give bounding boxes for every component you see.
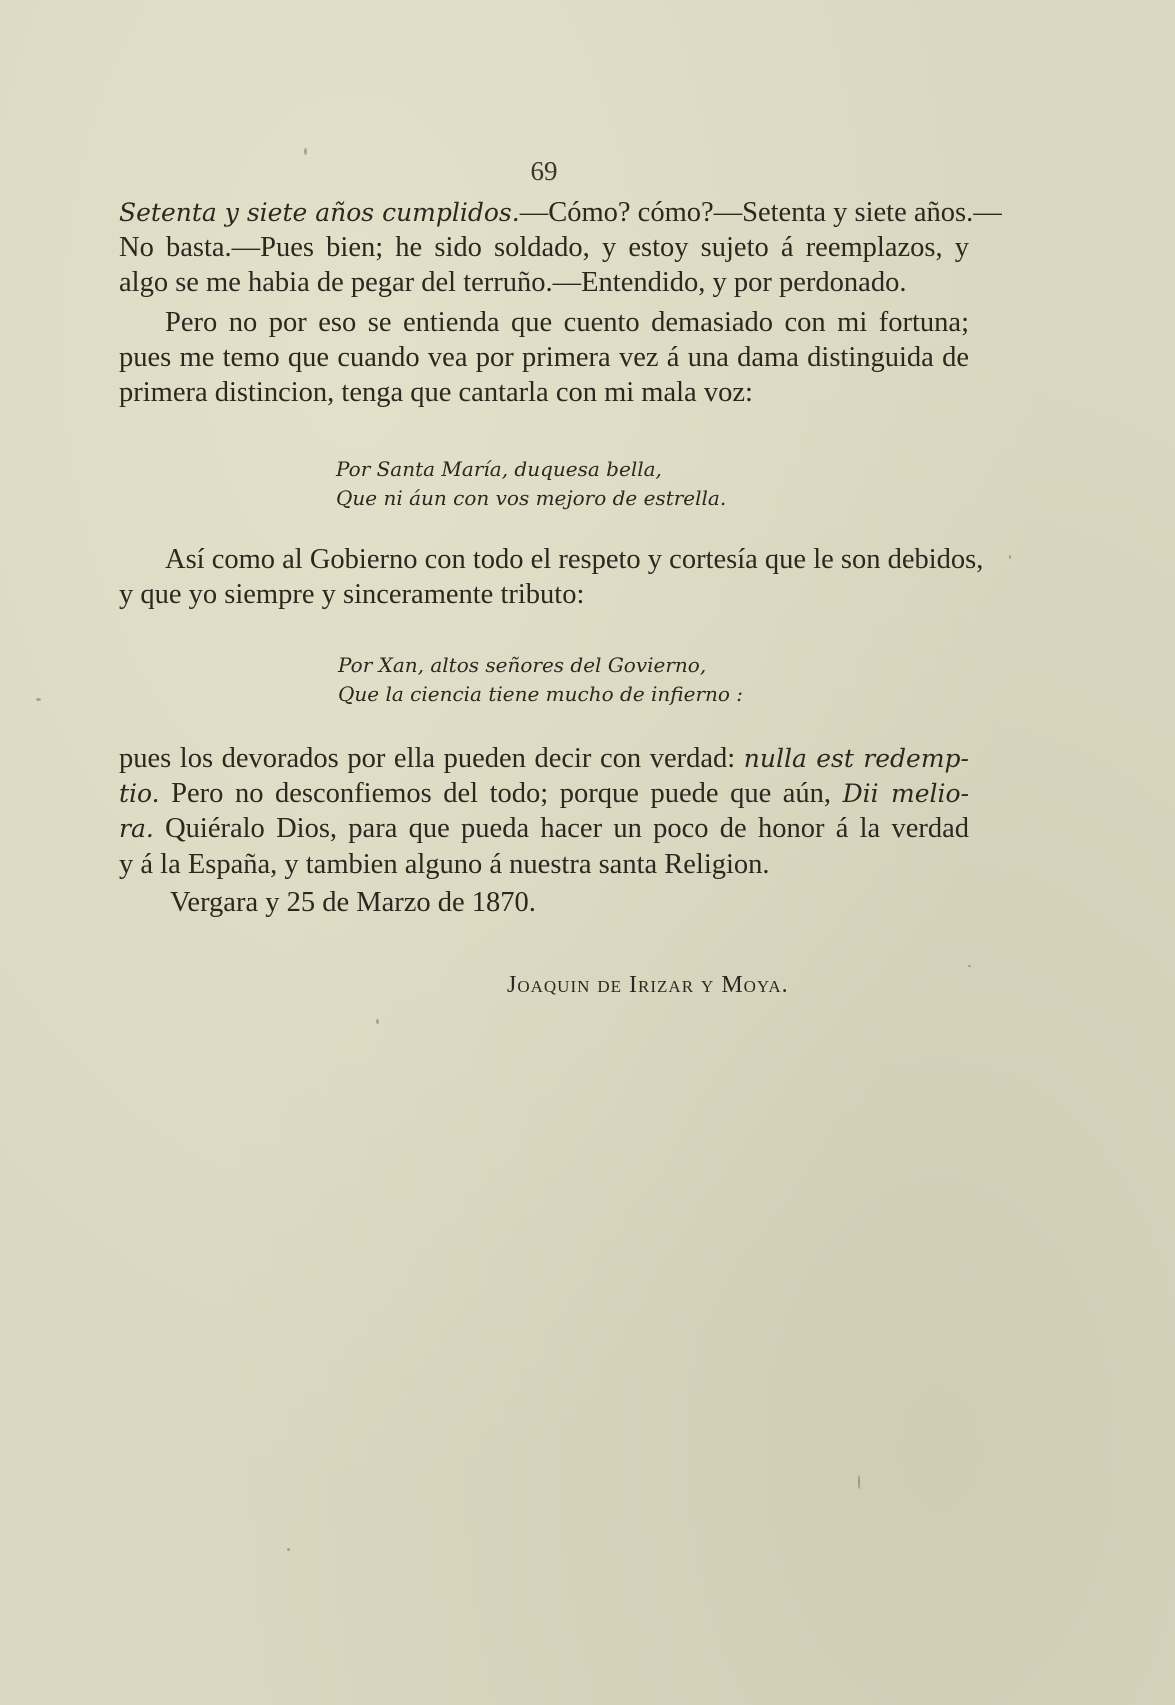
paragraph-1 [119,195,1002,301]
verse-2-line-2: Que la ciencia tiene mucho de infierno : [338,682,744,706]
italic-phrase: tio. [119,779,160,809]
paragraph-3 [119,542,984,612]
speck [36,698,41,701]
italic-phrase: nulla est redemp- [743,744,969,773]
italic-phrase: Dii melio- [842,779,970,809]
signature: Joaquin de Irizar y Moya. [507,972,789,998]
italic-phrase: ra. [119,814,154,844]
paragraph-1-line-3: algo se me habia de pegar del terruño.—Entendido, y por perdonado. [119,267,907,299]
paragraph-2 [119,305,969,411]
verse-1 [336,455,726,513]
speck [287,1548,290,1551]
paragraph-1-line-2: No basta.—Pues bien; he sido soldado, y estoy sujeto á reemplazos, y [119,232,969,264]
paragraph-1-line-1 [119,195,1002,230]
speck [968,965,971,967]
speck [304,148,307,155]
speck [858,1475,860,1489]
speck [1009,555,1011,559]
paragraph-4 [119,741,969,882]
text-run: Quiéralo Dios, para que pueda hacer un poco de honor á la verdad [165,813,970,845]
speck [376,1019,379,1024]
verse-2 [338,651,743,709]
paragraph-3-line-1: Así como al Gobierno con todo el respeto y cortesía que le son debidos, [165,544,984,575]
paragraph-4-line-1 [119,741,969,776]
paragraph-3-line-2: y que yo siempre y sinceramente tributo: [119,579,585,611]
verse-1-line-1: Por Santa María, duquesa bella, [336,457,662,481]
italic-phrase: Setenta y siete años cumplidos. [119,198,520,227]
text-run: pues los devorados por ella pueden decir con verdad: [119,743,736,774]
text-run: Pero no desconfiemos del todo; porque puede que aún, [171,778,832,810]
paragraph-2-line-1: Pero no por eso se entienda que cuento demasiado con mi fortuna; [165,307,969,338]
paragraph-4-line-3 [119,811,969,846]
text-run: —Cómo? cómo?—Setenta y siete años.— [519,197,1002,228]
paragraph-4-line-4: y á la España, y tambien alguno á nuestra santa Religion. [119,848,770,880]
verse-2-line-1: Por Xan, altos señores del Govierno, [338,653,707,677]
paragraph-2-line-3: primera distincion, tenga que cantarla con mi mala voz: [119,377,753,409]
verse-1-line-2: Que ni áun con vos mejoro de estrella. [336,486,727,510]
paragraph-4-line-2 [119,776,969,811]
page-number: 69 [530,156,558,186]
date-line: Vergara y 25 de Marzo de 1870. [170,887,536,918]
paragraph-2-line-2: pues me temo que cuando vea por primera vez á una dama distinguida de [119,342,969,374]
